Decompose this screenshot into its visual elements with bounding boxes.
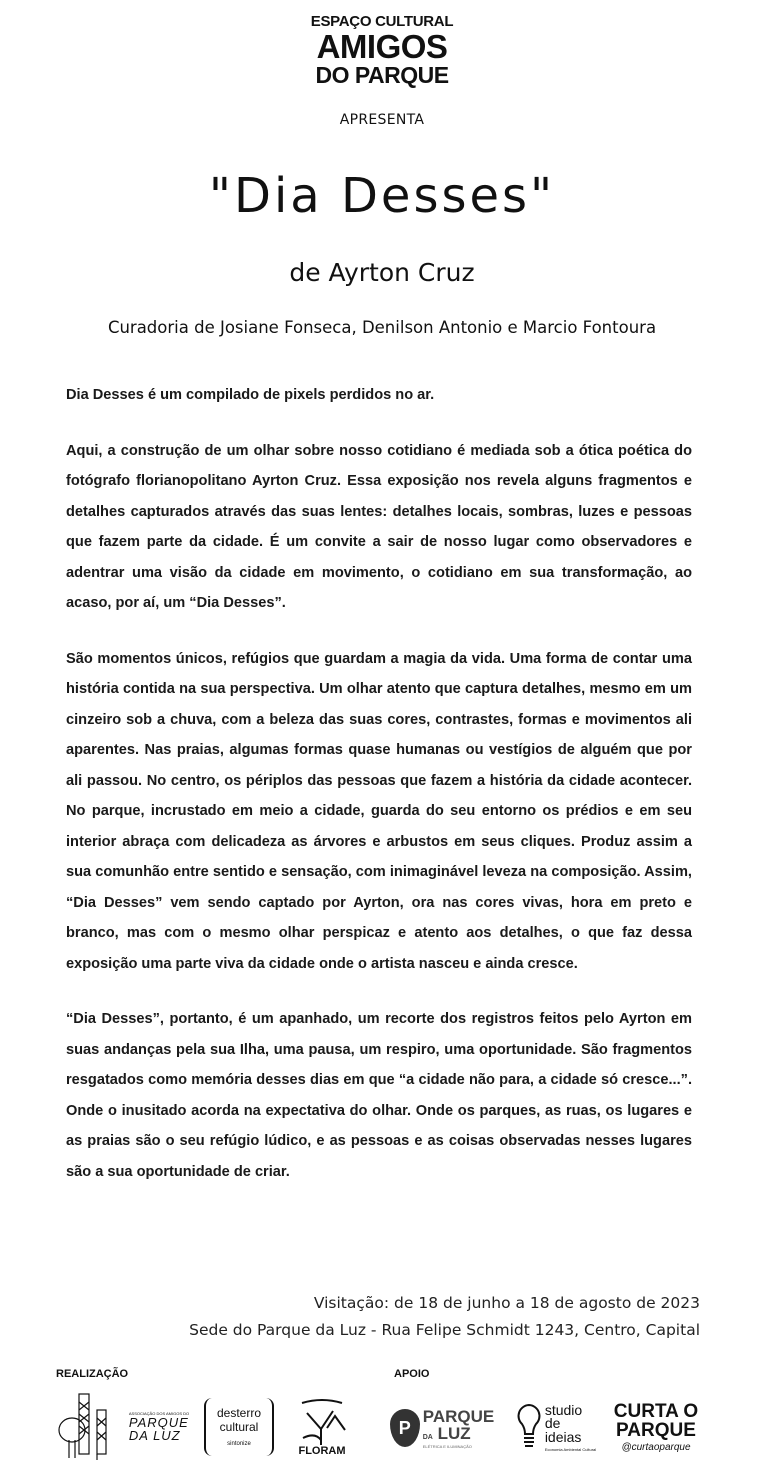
exhibition-title: "Dia Desses" [208,168,556,224]
logo-text: PARQUE [616,1419,696,1441]
author: de Ayrton Cruz [289,258,475,287]
logo-text: CURTA O [613,1401,699,1423]
logo-text: ASSOCIAÇÃO DOS AMIGOS DO [128,1411,190,1416]
description [66,380,692,1212]
logo-text: DA LUZ [128,1428,181,1443]
logo-text: desterro [216,1406,262,1420]
pin-p-icon: P [390,1409,420,1447]
realizacao-label: REALIZAÇÃO [56,1368,129,1380]
logo-text: PARQUE [422,1406,495,1426]
lightbulb-icon [516,1403,542,1453]
logo-text: DA [422,1433,433,1441]
logo-text: cultural [219,1420,259,1434]
logo-text: studio [544,1402,583,1419]
plant-icon [297,1398,347,1446]
visit-dates: Visitação: de 18 de junho a 18 de agosto de 2023 [313,1294,700,1312]
curation: Curadoria de Josiane Fonseca, Denilson Antonio e Marcio Fontoura [107,318,657,337]
desterro-cultural-logo [204,1398,274,1456]
visit-place: Sede do Parque da Luz - Rua Felipe Schmidt 1243, Centro, Capital [189,1321,700,1339]
logo-text: Economia Ambiental Cultural [544,1447,597,1453]
logo-text: sintonize [227,1441,251,1447]
floram-logo [292,1392,352,1462]
trees-towers-icon [57,1392,127,1462]
logo-text: de [544,1415,561,1432]
logo-text: @curtaoparque [621,1441,691,1453]
logo-text: FLORAM [298,1444,346,1457]
logo-line: AMIGOS [316,28,448,65]
parque-da-luz-logo [386,1396,498,1460]
logo-text: ELÉTRICA E ILUMINAÇÃO [422,1443,472,1449]
espaco-cultural-logo [0,14,764,87]
logo-text: PARQUE [128,1415,189,1430]
logo-line: ESPAÇO CULTURAL [310,13,454,30]
paragraph: “Dia Desses”, portanto, é um apanhado, um recorte dos registros feitos pelo Ayrton em suas andanças pela sua Ilha, uma pausa, um respiro, uma oportunidade. São fragmentos resgatados como memória desses dias em que “a cidade não para, a cidade só cresce...”. Onde o inusitado acorda na expectativa do olhar. Onde os parques, as ruas, os lugares e as praias são o seu refúgio lúdico, e as pessoas e as coisas observadas nesses lugares são a sua oportunidade de criar. [66,1011,692,1180]
assoc-parque-luz-logo [56,1392,190,1462]
paragraph: São momentos únicos, refúgios que guardam a magia da vida. Uma forma de contar uma história contida na sua perspectiva. Um olhar atento que captura detalhes, mesmo em um cinzeiro sob a chuva, com a beleza das suas cores, contrastes, formas e movimentos ali aparentes. Nas praias, algumas formas quase humanas ou vestígios de alguém que por ali passou. No centro, os périplos das pessoas que fazem a história da cidade acontecer. No parque, incrustado em meio a cidade, guarda do seu entorno os prédios e em seu interior abraça com delicadeza as árvores e arbustos em seus cliques. Produz assim a sua comunhão entre sentido e sensação, com inimaginável leveza na composição. Assim, “Dia Desses” vem sendo captado por Ayrton, ora nas cores vivas, hora em preto e branco, mas com o mesmo olhar perspicaz e atento aos detalhes, o que faz dessa exposição uma parte viva da cidade onde o artista nasceu e ainda cresce. [66,650,692,972]
curta-o-parque-logo [610,1396,702,1460]
visit-info [189,1290,700,1344]
paragraph: Dia Desses é um compilado de pixels perdidos no ar. [66,387,435,403]
logo-line: DO PARQUE [315,62,449,88]
apoio-label: APOIO [394,1368,430,1380]
logo-text: ideias [544,1428,582,1445]
logo-text: LUZ [437,1423,471,1443]
sponsor-logos [0,1392,764,1462]
studio-de-ideias-logo [512,1396,600,1460]
paragraph: Aqui, a construção de um olhar sobre nosso cotidiano é mediada sob a ótica poética do fotógrafo florianopolitano Ayrton Cruz. Essa exposição nos revela alguns fragmentos e detalhes capturados através das suas lentes: detalhes locais, sombras, luzes e pessoas que fazem parte da cidade. É um convite a sair de nosso lugar como observadores e adentrar uma visão da cidade em movimento, o cotidiano em sua transformação, ao acaso, por aí, um “Dia Desses”. [66,442,692,611]
presents-label: APRESENTA [339,112,425,128]
